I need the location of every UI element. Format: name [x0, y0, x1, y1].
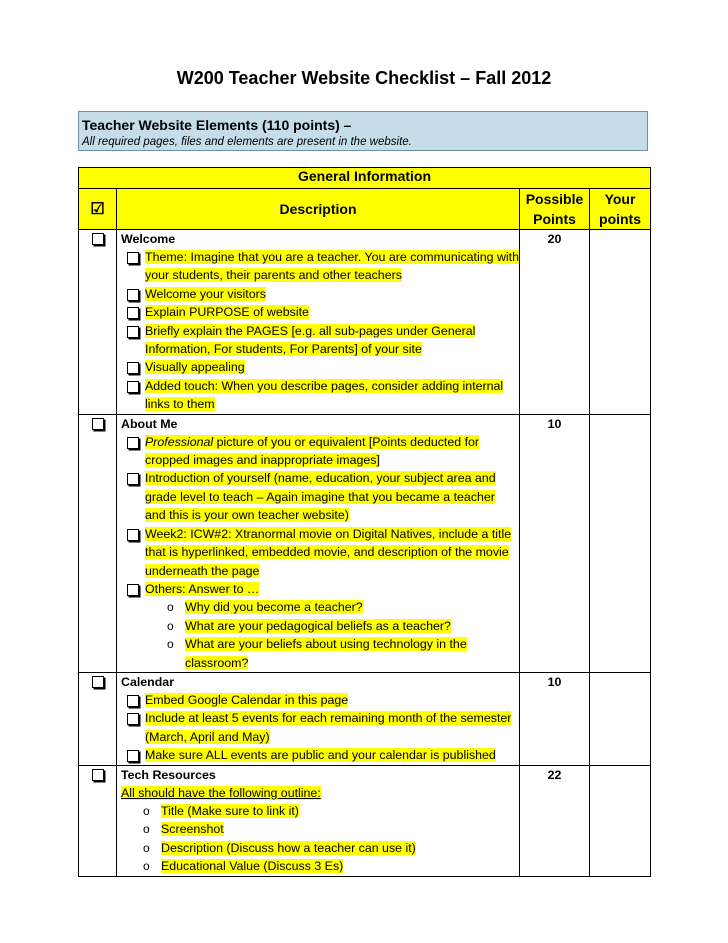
list-item: Others: Answer to … o Why did you become a teacher? o What are your pedagogical beliefs as a teacher? o What are your beliefs about using technology in the classroom? [125, 580, 519, 672]
header-possible-line2: Points [533, 211, 576, 227]
list-item: Professional picture of you or equivalent [Points deducted for cropped images and inappropriate images] [125, 433, 519, 470]
sub-list-item: o Educational Value (Discuss 3 Es) [139, 857, 519, 875]
list-item: Include at least 5 events for each remaining month of the semester (March, April and May) [125, 709, 519, 746]
checkbox-icon[interactable] [127, 695, 139, 707]
checkbox-icon[interactable] [127, 750, 139, 762]
checkbox-icon[interactable] [127, 713, 139, 725]
checkbox-icon[interactable] [127, 584, 139, 596]
section-row-welcome [79, 230, 651, 415]
sub-list-item: o Description (Discuss how a teacher can use it) [139, 839, 519, 857]
possible-points: 22 [520, 765, 590, 876]
header-your-line2: points [599, 211, 642, 227]
sub-list-item: o Why did you become a teacher? [163, 598, 519, 616]
section-title: General Information [79, 168, 651, 189]
section-row-tech-resources [79, 765, 651, 876]
checkbox-icon[interactable] [92, 418, 104, 430]
checklist-table [78, 167, 651, 877]
checkbox-icon[interactable] [127, 307, 139, 319]
section-row-calendar [79, 672, 651, 765]
possible-points: 10 [520, 414, 590, 672]
your-points-cell[interactable] [590, 765, 651, 876]
list-item: Embed Google Calendar in this page [125, 691, 519, 709]
checkbox-icon[interactable] [127, 529, 139, 541]
list-item: Welcome your visitors [125, 285, 519, 303]
header-possible-points [520, 189, 590, 230]
section-row-about-me [79, 414, 651, 672]
checkbox-icon[interactable] [127, 289, 139, 301]
header-possible-line1: Possible [525, 191, 584, 207]
header-your-points [590, 189, 651, 230]
checkbox-icon[interactable] [127, 252, 139, 264]
your-points-cell[interactable] [590, 672, 651, 765]
possible-points: 20 [520, 230, 590, 415]
list-item: Added touch: When you describe pages, consider adding internal links to them [125, 377, 519, 414]
section-name: Tech Resources [121, 767, 216, 782]
section-name: Calendar [121, 674, 175, 689]
header-description: Description [117, 189, 520, 230]
sub-list-item: o What are your pedagogical beliefs as a teacher? [163, 617, 519, 635]
document-title: W200 Teacher Website Checklist – Fall 2012 [176, 68, 552, 88]
checkbox-icon[interactable] [127, 362, 139, 374]
section-name: About Me [121, 416, 178, 431]
list-item: Briefly explain the PAGES [e.g. all sub-pages under General Information, For students, For Parents] of your site [125, 322, 519, 359]
outline-label: All should have the following outline: [121, 785, 321, 800]
checkbox-icon[interactable] [127, 437, 139, 449]
list-item: Explain PURPOSE of website [125, 303, 519, 321]
header-your-line1: Your [604, 191, 636, 207]
list-item: Visually appealing [125, 358, 519, 376]
header-check-cell [79, 189, 117, 230]
elements-heading: Teacher Website Elements (110 points) – [82, 117, 352, 133]
list-item: Theme: Imagine that you are a teacher. You are communicating with your students, their parents and other teachers [125, 248, 519, 285]
checkbox-icon[interactable] [127, 473, 139, 485]
your-points-cell[interactable] [590, 414, 651, 672]
your-points-cell[interactable] [590, 230, 651, 415]
sub-list-item: o Title (Make sure to link it) [139, 802, 519, 820]
checked-box-icon: ☑ [90, 201, 105, 218]
list-item: Make sure ALL events are public and your calendar is published [125, 746, 519, 764]
sub-list-item: o Screenshot [139, 820, 519, 838]
possible-points: 10 [520, 672, 590, 765]
checkbox-icon[interactable] [92, 769, 104, 781]
checkbox-icon[interactable] [127, 326, 139, 338]
sub-list-item: o What are your beliefs about using technology in the classroom? [163, 635, 519, 672]
checkbox-icon[interactable] [92, 676, 104, 688]
checkbox-icon[interactable] [92, 233, 104, 245]
section-name: Welcome [121, 232, 176, 246]
elements-subtitle: All required pages, files and elements are present in the website. [82, 136, 412, 148]
list-item: Introduction of yourself (name, education, your subject area and grade level to teach – Again imagine that you became a teacher and this is your own teacher website) [125, 469, 519, 524]
checkbox-icon[interactable] [127, 381, 139, 393]
list-item: Week2: ICW#2: Xtranormal movie on Digital Natives, include a title that is hyperlinked, embedded movie, and description of the movie underneath the page [125, 525, 519, 580]
elements-header-box [78, 111, 648, 151]
